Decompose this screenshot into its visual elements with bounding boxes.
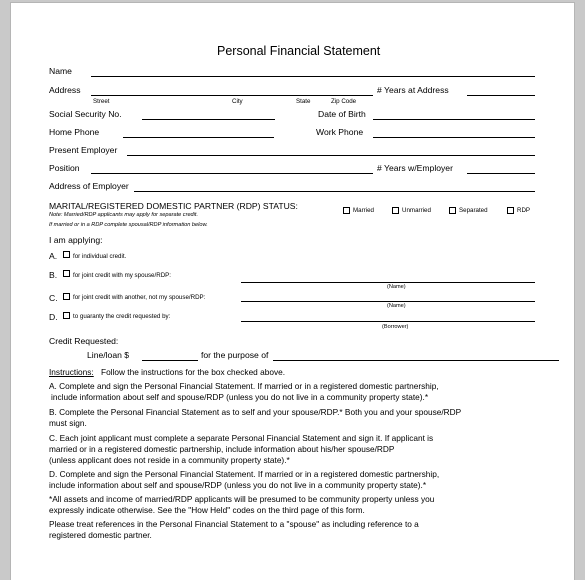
purpose-label: for the purpose of <box>201 350 269 360</box>
unmarried-label: Unmarried <box>402 207 431 214</box>
option-b-letter: B. <box>49 270 58 280</box>
dob-line[interactable] <box>373 119 535 120</box>
position-label: Position <box>49 163 80 173</box>
spouse-note-line-1: Please treat references in the Personal Financial Statement to a "spouse" as including reference to a <box>49 519 419 529</box>
position-line[interactable] <box>91 173 373 174</box>
city-caption: City <box>232 98 243 105</box>
form-title: Personal Financial Statement <box>217 44 381 58</box>
option-c-name-line[interactable] <box>241 301 535 302</box>
instruction-c-line-2: married or in a registered domestic partnership, include information about his/her spouse/RDP <box>49 444 395 454</box>
line-loan-amount-line[interactable] <box>142 360 198 361</box>
option-d-checkbox[interactable] <box>63 312 70 319</box>
option-d-borrower-caption: (Borrower) <box>382 324 409 330</box>
zip-caption: Zip Code <box>331 98 357 105</box>
option-d-text: to guaranty the credit requested by: <box>73 313 171 320</box>
instruction-b-line-2: must sign. <box>49 418 87 428</box>
rdp-label: RDP <box>517 207 531 214</box>
separated-checkbox[interactable] <box>449 207 456 214</box>
present-employer-label: Present Employer <box>49 145 118 155</box>
instruction-d-line-2: include information about self and spouse/RDP (unless you do not live in a community property state).* <box>49 480 427 490</box>
instruction-d-line-1: D. Complete and sign the Personal Financial Statement. If married or in a registered domestic partnership, <box>49 469 440 479</box>
credit-requested-label: Credit Requested: <box>49 336 119 346</box>
years-at-address-line[interactable] <box>467 95 535 96</box>
instruction-c-line-1: C. Each joint applicant must complete a separate Personal Financial Statement and sign it. If applicant is <box>49 433 434 443</box>
option-a-checkbox[interactable] <box>63 251 70 258</box>
option-d-borrower-line[interactable] <box>241 321 535 322</box>
name-label: Name <box>49 66 72 76</box>
street-caption: Street <box>93 98 110 105</box>
option-c-name-caption: (Name) <box>387 303 406 309</box>
name-line[interactable] <box>91 76 535 77</box>
option-b-checkbox[interactable] <box>63 270 70 277</box>
present-employer-line[interactable] <box>127 155 535 156</box>
instruction-c-line-3: (unless applicant does not reside in a community property state).* <box>49 455 290 465</box>
unmarried-checkbox[interactable] <box>392 207 399 214</box>
address-line[interactable] <box>91 95 373 96</box>
home-phone-label: Home Phone <box>49 127 100 137</box>
line-loan-label: Line/loan $ <box>87 350 130 360</box>
address-label: Address <box>49 85 81 95</box>
marital-note-2: If married or in a RDP complete spousal/RDP information below. <box>49 222 208 228</box>
option-d-letter: D. <box>49 312 58 322</box>
instructions-intro: Follow the instructions for the box checked above. <box>101 367 286 377</box>
address-of-employer-label: Address of Employer <box>49 181 129 191</box>
option-c-letter: C. <box>49 293 58 303</box>
instructions-label: Instructions: <box>49 367 94 377</box>
spouse-note-line-2: registered domestic partner. <box>49 530 152 540</box>
years-w-employer-label: # Years w/Employer <box>377 163 453 173</box>
purpose-line[interactable] <box>273 360 559 361</box>
home-phone-line[interactable] <box>123 137 274 138</box>
dob-label: Date of Birth <box>318 109 366 119</box>
ssn-label: Social Security No. <box>49 109 122 119</box>
rdp-checkbox[interactable] <box>507 207 514 214</box>
instruction-a-line-2: include information about self and spouse/RDP (unless you do not live in a community property state).* <box>51 392 429 402</box>
instruction-b-line-1: B. Complete the Personal Financial Statement as to self and your spouse/RDP.* Both you and your spouse/RDP <box>49 407 462 417</box>
separated-label: Separated <box>459 207 488 214</box>
option-a-text: for individual credit. <box>73 253 127 260</box>
ssn-line[interactable] <box>142 119 275 120</box>
option-c-checkbox[interactable] <box>63 293 70 300</box>
state-caption: State <box>296 98 311 105</box>
marital-heading: MARITAL/REGISTERED DOMESTIC PARTNER (RDP) STATUS: <box>49 201 298 211</box>
option-b-name-line[interactable] <box>241 282 535 283</box>
option-b-text: for joint credit with my spouse/RDP: <box>73 272 172 279</box>
address-of-employer-line[interactable] <box>134 191 535 192</box>
married-checkbox[interactable] <box>343 207 350 214</box>
instruction-a-line-1: A. Complete and sign the Personal Financial Statement. If married or in a registered domestic partnership, <box>49 381 439 391</box>
years-w-employer-line[interactable] <box>467 173 535 174</box>
applying-heading: I am applying: <box>49 235 103 245</box>
community-note-line-1: *All assets and income of married/RDP applicants will be presumed to be community property unless you <box>49 494 435 504</box>
option-b-name-caption: (Name) <box>387 284 406 290</box>
work-phone-line[interactable] <box>373 137 535 138</box>
option-a-letter: A. <box>49 251 58 261</box>
form-page <box>10 2 575 580</box>
work-phone-label: Work Phone <box>316 127 364 137</box>
option-c-text: for joint credit with another, not my spouse/RDP: <box>73 294 206 301</box>
marital-note-1: Note: Married/RDP applicants may apply for separate credit. <box>49 212 199 218</box>
married-label: Married <box>353 207 374 214</box>
community-note-line-2: expressly indicate otherwise. See the "How Held" codes on the third page of this form. <box>49 505 365 515</box>
years-at-address-label: # Years at Address <box>377 85 449 95</box>
